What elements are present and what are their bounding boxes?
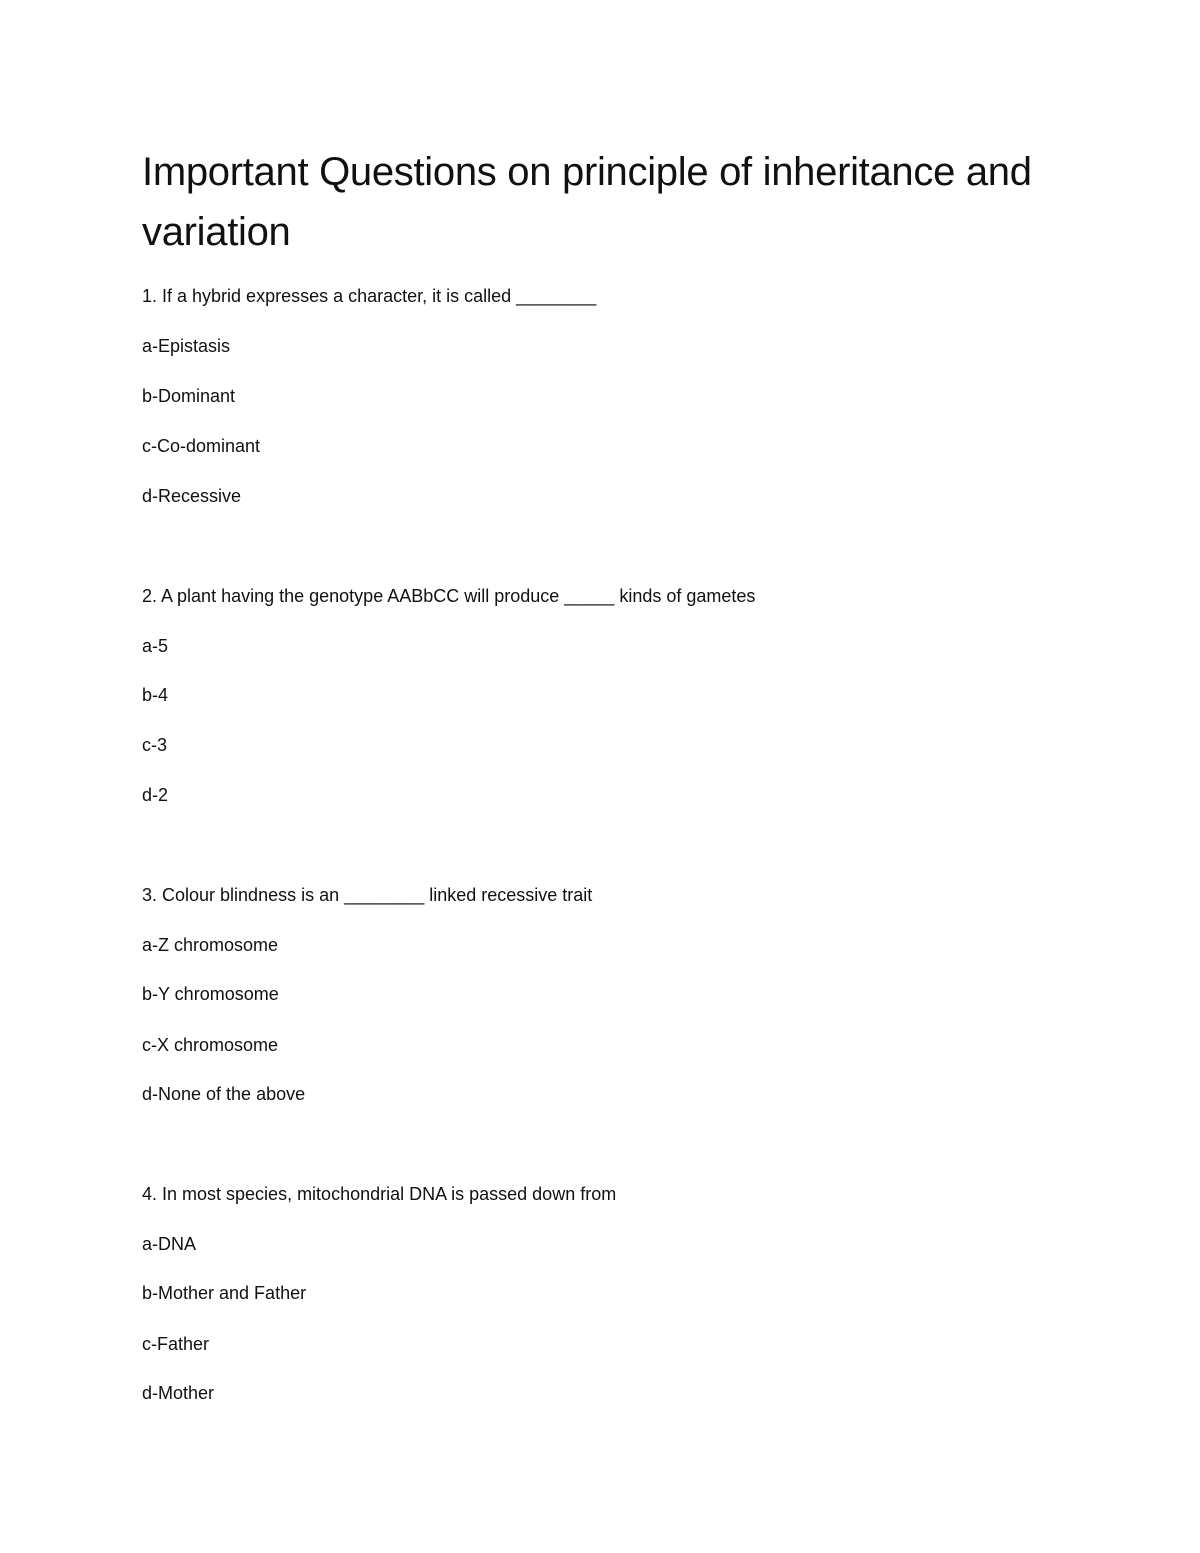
question-3-option-d: d-None of the above [142, 1084, 306, 1104]
question-4-option-d: d-Mother [142, 1383, 215, 1403]
question-2-option-d: d-2 [142, 785, 169, 805]
question-2-option-b: b-4 [142, 685, 169, 705]
question-3-option-b: b-Y chromosome [142, 984, 279, 1004]
question-1-text: 1. If a hybrid expresses a character, it is called ________ [142, 286, 597, 306]
question-2-option-c: c-3 [142, 735, 168, 755]
question-4-option-c: c-Father [142, 1334, 210, 1354]
question-1-option-b: b-Dominant [142, 386, 236, 406]
question-3-option-c: c-X chromosome [142, 1035, 279, 1055]
question-4-option-b: b-Mother and Father [142, 1283, 307, 1303]
question-1-option-d: d-Recessive [142, 486, 242, 506]
question-3-text: 3. Colour blindness is an ________ linked recessive trait [142, 885, 593, 905]
question-1-option-c: c-Co-dominant [142, 436, 261, 456]
question-2-text: 2. A plant having the genotype AABbCC will produce _____ kinds of gametes [142, 586, 756, 606]
question-4-text: 4. In most species, mitochondrial DNA is passed down from [142, 1184, 617, 1204]
document-title: Important Questions on principle of inheritance and variation [142, 150, 1032, 254]
question-1-option-a: a-Epistasis [142, 336, 231, 356]
question-2-option-a: a-5 [142, 636, 169, 656]
question-4-option-a: a-DNA [142, 1234, 197, 1254]
question-3-option-a: a-Z chromosome [142, 935, 279, 955]
